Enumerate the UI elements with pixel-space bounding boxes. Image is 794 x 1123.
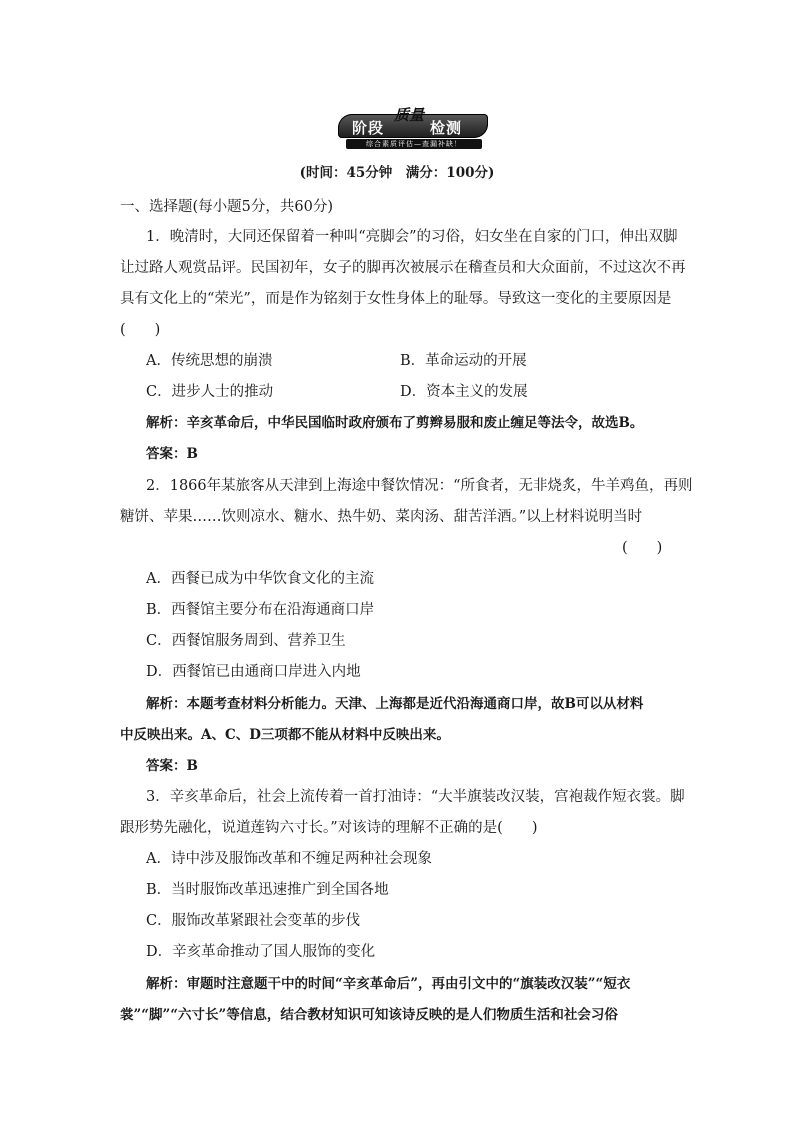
q1-stem-line-1: 1．晚清时，大同还保留着一种叫“亮脚会”的习俗，妇女坐在自家的门口，伸出双脚: [146, 229, 678, 245]
q2-stem-line-1: 2．1866年某旅客从天津到上海途中餐饮情况：“所食者，无非烧炙，牛羊鸡鱼，再则: [146, 478, 693, 494]
section-badge: [338, 106, 488, 150]
q1-option-d: D．资本主义的发展: [400, 384, 528, 400]
q2-stem-line-3: ( ): [622, 540, 663, 556]
q3-option-c: C．服饰改革紧跟社会变革的步伐: [146, 913, 361, 929]
q2-option-b: B．西餐馆主要分布在沿海通商口岸: [146, 602, 375, 618]
q3-option-b: B．当时服饰改革迅速推广到全国各地: [146, 882, 389, 898]
q1-answer: 答案：B: [146, 446, 198, 462]
q3-analysis-line-1: 解析：审题时注意题干中的时间“辛亥革命后”，再由引文中的“旗装改汉装”“短衣: [146, 976, 631, 992]
q1-stem-line-2: 让过路人观赏品评。民国初年，女子的脚再次被展示在稽查员和大众面前，不过这次不再: [120, 260, 686, 276]
badge-top-text: 质量: [394, 106, 425, 124]
q1-stem-line-3: 具有文化上的“荣光”，而是作为铭刻于女性身体上的耻辱。导致这一变化的主要原因是: [120, 291, 672, 307]
q2-option-c: C．西餐馆服务周到、营养卫生: [146, 633, 346, 649]
q3-analysis-line-2: 裳”“脚”“六寸长”等信息，结合教材知识可知该诗反映的是人们物质生活和社会习俗: [120, 1007, 618, 1023]
q1-analysis: 解析：辛亥革命后，中华民国临时政府颁布了剪辫易服和废止缠足等法令，故选B。: [146, 415, 644, 431]
q2-analysis-line-2: 中反映出来。A、C、D三项都不能从材料中反映出来。: [120, 727, 450, 743]
q1-option-c: C．进步人士的推动: [146, 384, 274, 400]
q1-option-b: B．革命运动的开展: [400, 353, 527, 369]
q2-option-a: A．西餐已成为中华饮食文化的主流: [146, 571, 374, 587]
q1-option-a: A．传统思想的崩溃: [146, 353, 273, 369]
q1-stem-line-4: ( ): [120, 322, 161, 338]
badge-left-text: 阶段: [352, 119, 385, 137]
q2-option-d: D．西餐馆已由通商口岸进入内地: [146, 664, 361, 680]
time-info: (时间：45分钟 满分：100分): [299, 165, 495, 181]
badge-right-text: 检测: [430, 119, 463, 137]
q3-stem-line-2: 跟形势先融化，说道莲钩六寸长。”对该诗的理解不正确的是( ): [120, 820, 538, 836]
q3-option-d: D．辛亥革命推动了国人服饰的变化: [146, 944, 376, 960]
q2-answer: 答案：B: [146, 758, 198, 774]
q3-option-a: A．诗中涉及服饰改革和不缠足两种社会现象: [146, 851, 432, 867]
section-title: 一、选择题(每小题5分，共60分): [120, 199, 333, 215]
q2-analysis-line-1: 解析：本题考查材料分析能力。天津、上海都是近代沿海通商口岸，故B可以从材料: [146, 696, 644, 712]
badge-subtitle: 综合素质评估—查漏补缺！: [366, 140, 462, 148]
q2-stem-line-2: 糖饼、苹果……饮则凉水、糖水、热牛奶、菜肉汤、甜苦洋酒。”以上材料说明当时: [120, 509, 643, 525]
q3-stem-line-1: 3．辛亥革命后，社会上流传着一首打油诗：“大半旗装改汉装，宫袍裁作短衣裳。脚: [146, 789, 685, 805]
